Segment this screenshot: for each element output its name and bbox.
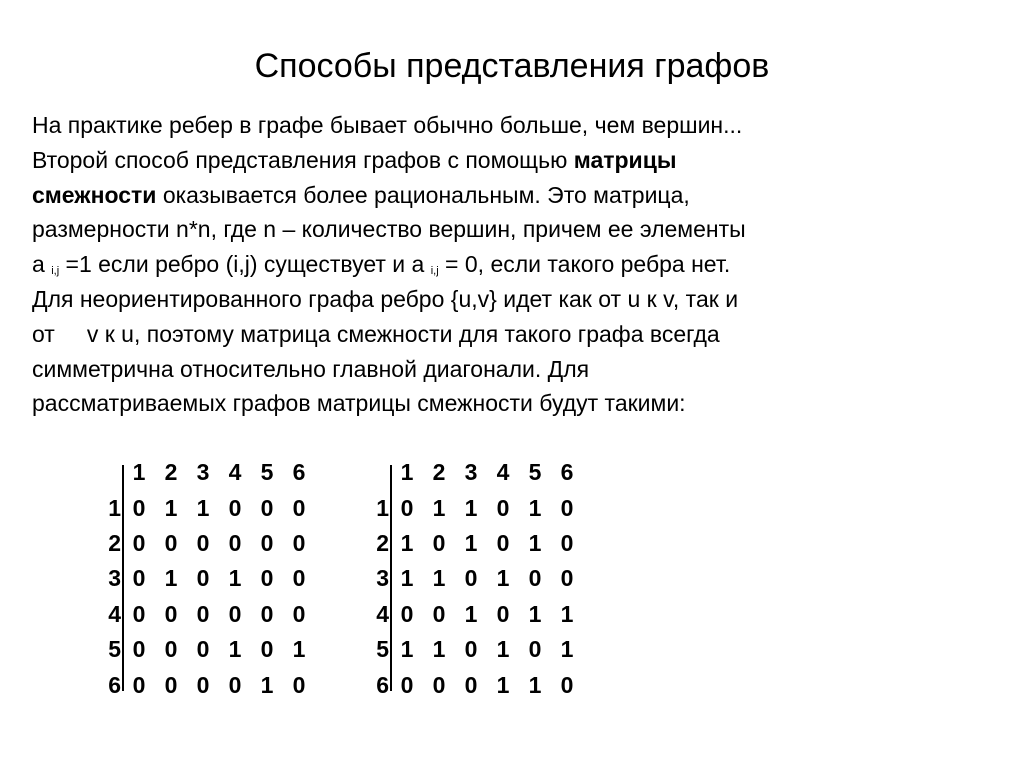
matrix-row [86,632,315,667]
column-header: 2 [164,459,178,486]
text-segment: от [32,320,55,347]
matrix-cell: 0 [164,600,178,627]
matrix-cell: 0 [132,600,146,627]
matrix-cell: 0 [400,494,414,521]
bold-term-adjacency: смежности [32,181,157,208]
matrix-cell: 1 [496,565,510,592]
subscript: i,j [51,265,60,278]
text-segment: = 0, если такого ребра нет. [438,251,731,278]
matrix-cell: 0 [132,494,146,521]
row-label: 3 [376,565,389,592]
row-label: 5 [376,636,389,663]
row-label: 6 [376,671,389,698]
row-label: 4 [108,600,121,627]
matrix-cell: 0 [228,671,242,698]
matrix-cell: 1 [292,636,306,663]
matrix-cell: 1 [432,565,446,592]
matrix-cell: 0 [132,529,146,556]
matrix-row [86,667,315,702]
matrix-row [354,667,583,702]
matrix-cell: 0 [292,565,306,592]
matrix-cell: 1 [560,636,574,663]
column-header: 2 [432,459,446,486]
row-label: 6 [108,671,121,698]
matrix-cell: 1 [464,529,478,556]
text-line-7 [32,317,932,352]
slide-title: Способы представления графов [254,47,770,85]
matrix-cell: 0 [560,529,574,556]
row-label: 5 [108,636,121,663]
matrix-cell: 1 [496,636,510,663]
matrix-row [86,526,315,561]
column-header: 3 [464,459,478,486]
text-segment: оказывается более рациональным. Это матрица, [156,181,690,208]
matrix-cell: 0 [228,600,242,627]
matrix-cell: 1 [260,671,274,698]
matrix-cell: 0 [400,671,414,698]
matrix-cell: 1 [528,529,542,556]
matrix-cell: 0 [496,600,510,627]
matrix-cell: 0 [292,600,306,627]
matrix-row [354,597,583,632]
row-label: 4 [376,600,389,627]
adjacency-matrix-2 [354,455,583,703]
matrix-cell: 0 [132,565,146,592]
matrix-cell: 0 [164,671,178,698]
matrix-cell: 0 [196,600,210,627]
matrix-row [86,490,315,525]
matrix-cell: 0 [132,671,146,698]
column-header: 1 [400,459,414,486]
matrix-row [86,597,315,632]
matrix-cell: 0 [464,671,478,698]
text-line-6: Для неориентированного графа ребро {u,v} идет как от u к v, так и [32,285,739,312]
row-label: 3 [108,565,121,592]
matrix-cell: 1 [528,671,542,698]
matrix-cell: 0 [260,565,274,592]
row-label: 2 [108,529,121,556]
row-label: 1 [108,494,121,521]
matrix-cell: 0 [496,529,510,556]
column-header: 1 [132,459,146,486]
matrix-cell: 0 [432,529,446,556]
adjacency-matrix-1 [86,455,315,703]
matrix-cell: 1 [228,565,242,592]
text-segment: а [32,251,45,278]
matrix-cell: 0 [560,565,574,592]
matrix-cell: 0 [164,636,178,663]
matrix-cell: 1 [164,494,178,521]
matrix-cell: 1 [560,600,574,627]
matrix-cell: 0 [260,600,274,627]
matrix-cell: 1 [528,494,542,521]
matrix-cell: 1 [464,494,478,521]
column-header: 5 [528,459,542,486]
matrix-cell: 0 [292,494,306,521]
matrix-cell: 0 [196,636,210,663]
row-label: 1 [376,494,389,521]
matrix-row [354,526,583,561]
matrix-cell: 0 [496,494,510,521]
matrix-cell: 1 [432,636,446,663]
text-line-9: рассматриваемых графов матрицы смежности будут такими: [32,390,686,417]
matrix-cell: 0 [432,600,446,627]
column-header: 3 [196,459,210,486]
matrix-cell: 1 [496,671,510,698]
matrix-cell: 1 [400,565,414,592]
matrix-cell: 0 [464,636,478,663]
text-line-3 [32,178,932,213]
body-text [32,108,932,421]
matrix-cell: 0 [464,565,478,592]
bold-term-matrix: матрицы [573,146,677,173]
column-header: 4 [496,459,510,486]
matrix-cell: 0 [560,494,574,521]
matrix-cell: 1 [164,565,178,592]
matrix-cell: 0 [432,671,446,698]
column-header: 5 [260,459,274,486]
matrix-row [354,632,583,667]
subscript: i,j [430,265,439,278]
matrix-cell: 0 [260,494,274,521]
matrix-cell: 0 [400,600,414,627]
text-segment: =1 если ребро (i,j) существует и а [59,251,425,278]
matrix-cell: 0 [528,636,542,663]
matrix-cell: 0 [196,529,210,556]
matrix-row [354,490,583,525]
matrix-cell: 0 [292,529,306,556]
matrix-cell: 1 [196,494,210,521]
text-line-8: симметрична относительно главной диагонали. Для [32,355,590,382]
matrix-cell: 1 [464,600,478,627]
text-line-1: На практике ребер в графе бывает обычно больше, чем вершин... [32,112,743,138]
column-header: 6 [292,459,306,486]
matrix-cell: 0 [196,671,210,698]
matrix-cell: 0 [228,494,242,521]
matrix-cell: 0 [260,529,274,556]
matrix-cell: 1 [432,494,446,521]
matrix-cell: 0 [292,671,306,698]
matrix-cell: 1 [228,636,242,663]
matrix-cell: 0 [196,565,210,592]
text-segment: v к u, поэтому матрица смежности для такого графа всегда [86,320,720,347]
matrix-cell: 1 [400,636,414,663]
matrix-cell: 0 [132,636,146,663]
text-line-5 [32,247,932,282]
matrix-row [86,561,315,596]
matrix-cell: 0 [228,529,242,556]
matrix-header-row [86,455,315,490]
row-label: 2 [376,529,389,556]
matrix-cell: 0 [260,636,274,663]
text-segment: Второй способ представления графов с помощью [32,146,574,173]
matrix-cell: 0 [560,671,574,698]
matrix-cell: 0 [164,529,178,556]
text-line-4: размерности n*n, где n – количество вершин, причем ее элементы [32,216,746,243]
column-header: 6 [560,459,574,486]
text-line-2 [32,143,932,178]
matrix-header-row [354,455,583,490]
matrix-cell: 1 [400,529,414,556]
matrix-row [354,561,583,596]
column-header: 4 [228,459,242,486]
matrix-cell: 1 [528,600,542,627]
matrix-cell: 0 [528,565,542,592]
